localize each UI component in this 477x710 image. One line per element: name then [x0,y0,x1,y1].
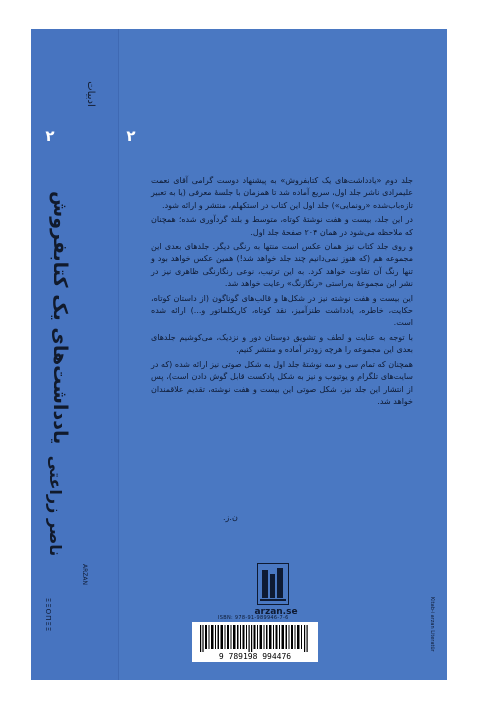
spine-publisher-logo: ΞΞΟΠΞΞ [44,597,52,633]
author-signature: ن.ز. [223,513,238,522]
blurb-paragraph: جلد دوم «یادداشت‌های یک کتابفروش» به پیشنهاد دوست گرامی آقای نعمت علیمرادی ناشر جلد اول، سریع آماده شد تا همزمان با جلسهٔ معرفی (یا به تعبیر تازه‌باب‌شده «رونمایی») جلد اول این کتاب در استکهلم، منتشر و ارائه شود. [151,176,413,210]
blurb-paragraph: با توجه به عنایت و لطف و تشویق دوستان دور و نزدیک، می‌کوشیم جلدهای بعدی این مجموعه را هرچه زودتر آماده و منتشر کنیم. [151,332,413,355]
blurb-paragraph: همچنان که تمام سی و سه نوشتهٔ جلد اول به شکل صوتی نیز ارائه شده (که در سایت‌های تلگرام و یوتیوب و نیز به شکل پادکست قابل گوش دادن است)، پس از انتشار این جلد نیز، شکل صوتی این بیست و هفت نوشته، تقدیم علاقمندان خواهد شد. [151,359,413,406]
blurb-paragraph: این بیست و هفت نوشته نیز در شکل‌ها و قالب‌های گوناگون (از داستان کوتاه، حکایت، خاطره، یادداشت طنزآمیز، نقد کوتاه، کاریکلماتور و...) ارائه شده است. [151,293,413,328]
book-cover [31,29,447,680]
spine-small-mark: ARZAN [81,564,88,585]
barcode-bars-icon [200,625,310,652]
blurb-paragraph: و روی جلد کتاب نیز همان عکس است منتها به رنگی دیگر. جلدهای بعدی این مجموعه هم (که هنوز نمی‌دانیم چند جلد خواهد شد!) همین عکس خواهد بود و تنها رنگ آن تفاوت خواهد کرد. به این ترتیب، نوعی رنگارنگی ظاهری نیز در نشر این مجموعهٔ به‌راستی «رنگارنگ» رعایت خواهد شد. [151,242,413,289]
barcode-digits: 9 789198 994476 [218,652,292,661]
spine-title: یادداشت‌های یک کتابفروش [49,191,71,445]
blurb-paragraph: در این جلد، بیست و هفت نوشتهٔ کوتاه، متوسط و بلند گردآوری شده؛ همچنان که ملاحظه می‌شود در همان ۲۰۴ صفحهٔ جلد اول. [151,215,413,237]
back-cover-blurb [151,175,413,410]
publisher-logo [253,563,297,623]
spine-genre: ادبیات [85,81,96,107]
publisher-name: arzan.se [254,607,298,617]
spine-author: ناصر زراعتی [46,455,65,557]
barcode [192,622,318,662]
isbn-text: ISBN: 978-91-989946-7-6 [218,615,289,621]
imprint-text: Kitab-i arzan Literatür [429,597,435,652]
spine-volume-number: ۲ [45,127,55,145]
book-spine [31,29,119,680]
back-volume-number: ۲ [126,127,136,145]
book-logo-icon [257,563,289,605]
